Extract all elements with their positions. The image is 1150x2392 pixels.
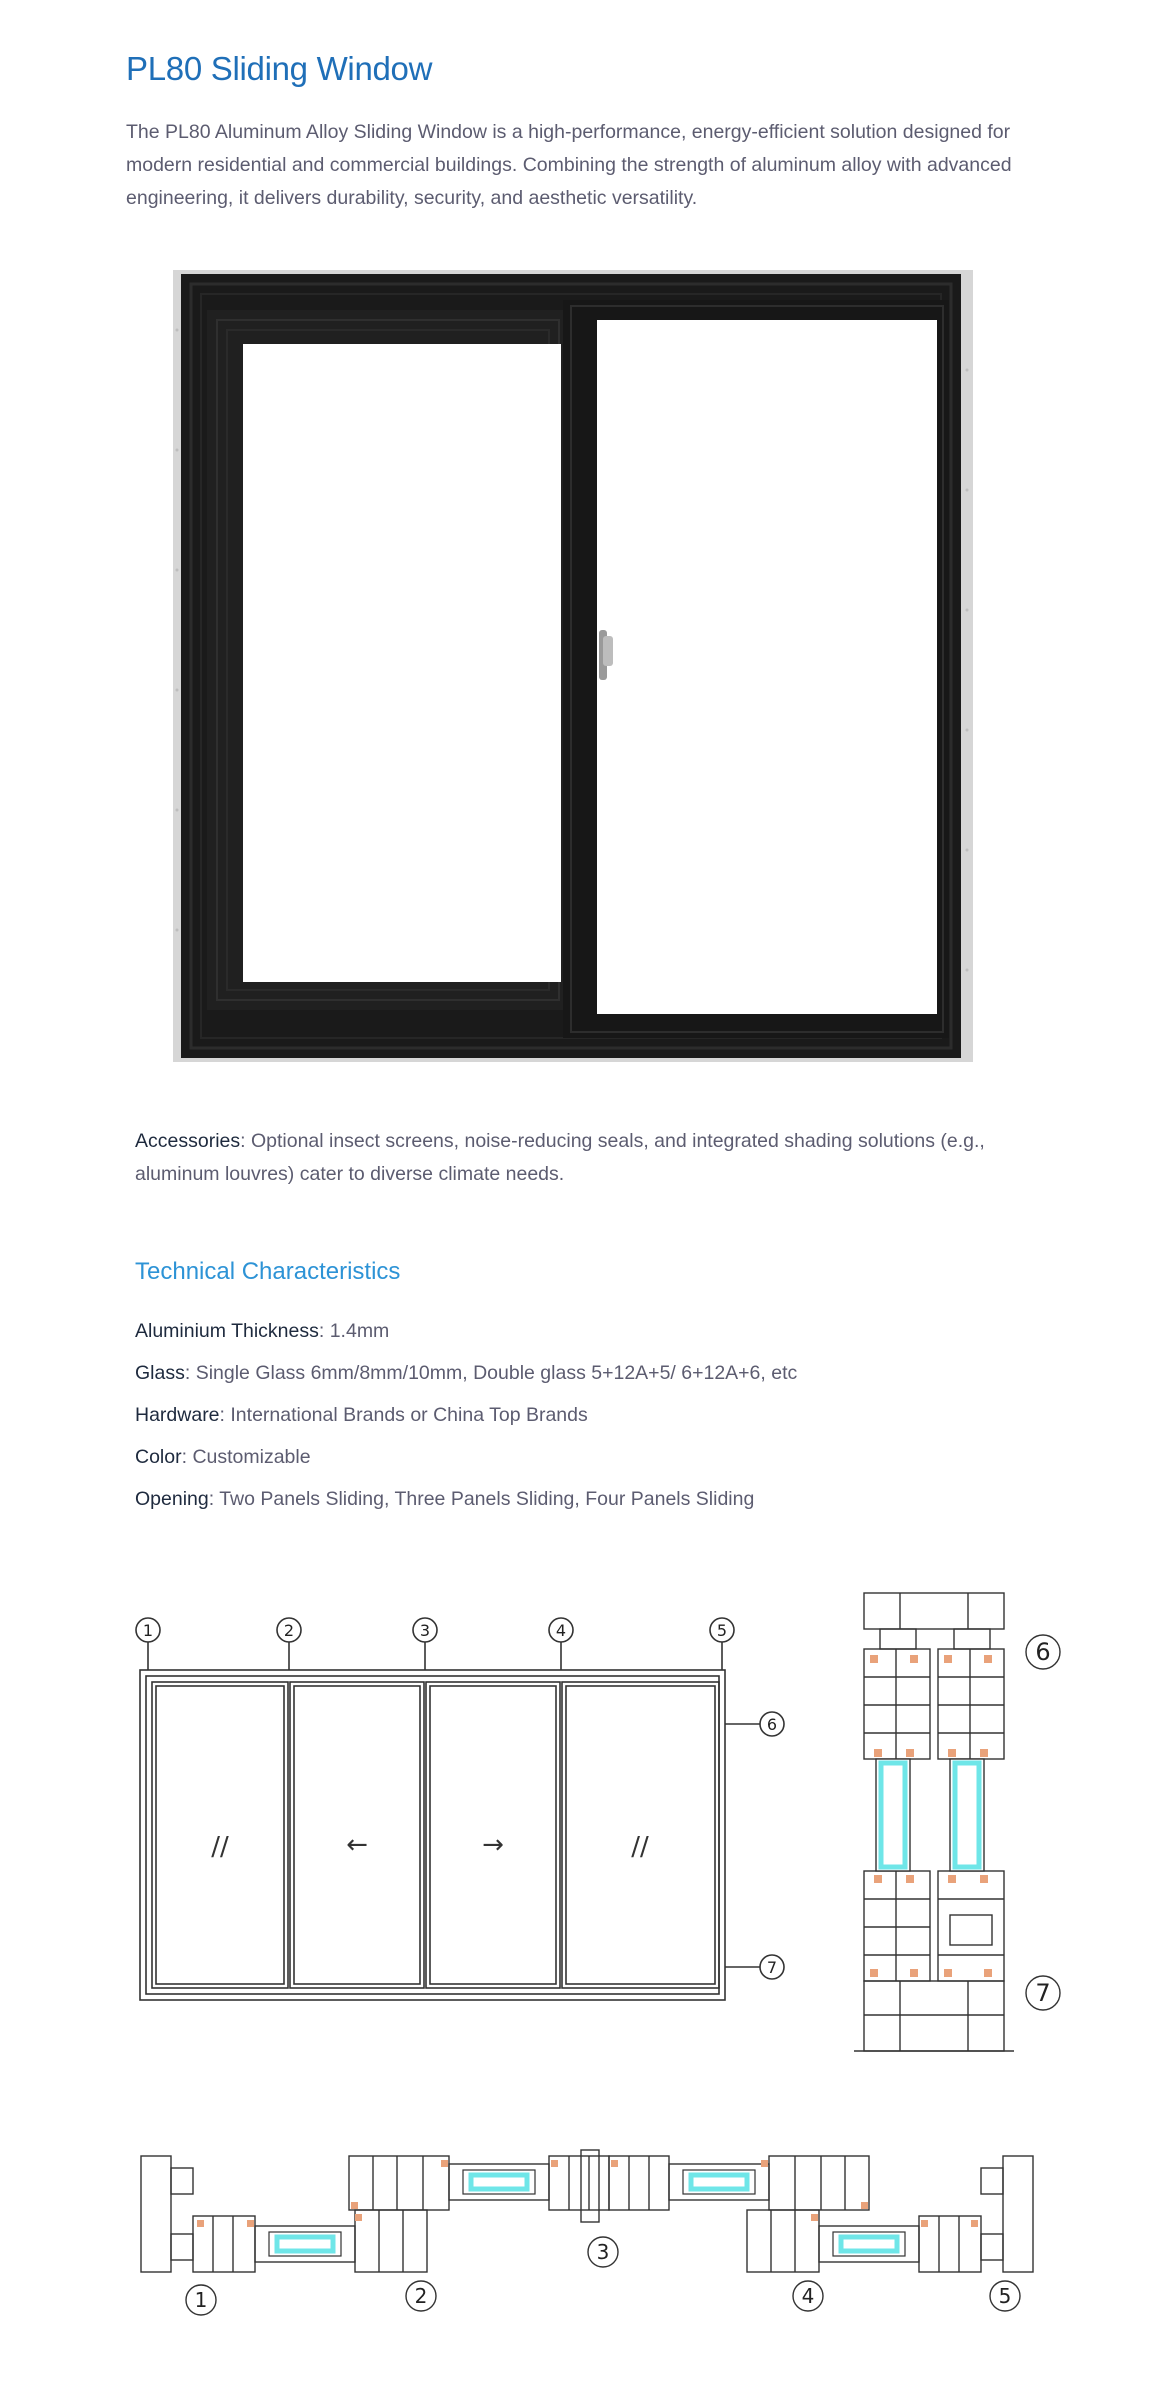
front-marker-4: 4 <box>555 1621 567 1640</box>
front-marker-7: 7 <box>766 1958 778 1977</box>
spec-item-color: Color: Customizable <box>135 1446 311 1468</box>
right-glass-pane <box>597 320 937 1014</box>
fixed-panel-symbol: // <box>631 1832 649 1862</box>
left-glass-pane <box>243 344 561 982</box>
plan-marker-3: 3 <box>596 2240 610 2264</box>
fixed-panel-symbol: // <box>211 1832 229 1862</box>
spec-item-thickness: Aluminium Thickness: 1.4mm <box>135 1320 390 1342</box>
spec-item-glass: Glass: Single Glass 6mm/8mm/10mm, Double glass 5+12A+5/ 6+12A+6, etc <box>135 1362 798 1384</box>
spec-list <box>135 1318 797 1528</box>
front-marker-5: 5 <box>716 1621 728 1640</box>
plan-marker-2: 2 <box>414 2284 428 2308</box>
front-elevation-diagram <box>128 1610 788 2010</box>
slide-right-arrow-icon: → <box>482 1830 504 1860</box>
window-product-image <box>173 270 973 1062</box>
vertical-section-diagram <box>850 1585 1070 2075</box>
section-marker-7: 7 <box>1035 1979 1051 2007</box>
plan-marker-4: 4 <box>801 2284 815 2308</box>
front-marker-3: 3 <box>419 1621 431 1640</box>
spec-item-hardware: Hardware: International Brands or China Top Brands <box>135 1404 588 1426</box>
section-marker-6: 6 <box>1035 1638 1051 1666</box>
page-title: PL80 Sliding Window <box>126 50 433 87</box>
slide-left-arrow-icon: ← <box>346 1830 368 1860</box>
horizontal-section-diagram <box>135 2140 1055 2320</box>
glass-unit-right <box>950 1759 984 1871</box>
front-marker-6: 6 <box>766 1715 778 1734</box>
technical-heading: Technical Characteristics <box>135 1258 401 1285</box>
accessories-label: Accessories <box>135 1130 241 1152</box>
accessories-text: : Optional insect screens, noise-reducing seals, and integrated shading solutions (e.g., aluminum louvres) cater to diverse climate needs. <box>135 1130 985 1185</box>
front-marker-1: 1 <box>142 1621 154 1640</box>
plan-marker-5: 5 <box>998 2284 1012 2308</box>
spec-item-opening: Opening: Two Panels Sliding, Three Panels Sliding, Four Panels Sliding <box>135 1488 755 1510</box>
intro-paragraph: The PL80 Aluminum Alloy Sliding Window is a high-performance, energy-efficient solution designed for modern residential and commercial buildings. Combining the strength of aluminum alloy with advanced engineering, it delivers durability, security, and aesthetic versatility. <box>126 121 1012 209</box>
front-marker-2: 2 <box>283 1621 295 1640</box>
plan-marker-1: 1 <box>194 2288 208 2312</box>
glass-unit-left <box>876 1759 910 1871</box>
accessories-paragraph <box>135 1125 1035 1191</box>
